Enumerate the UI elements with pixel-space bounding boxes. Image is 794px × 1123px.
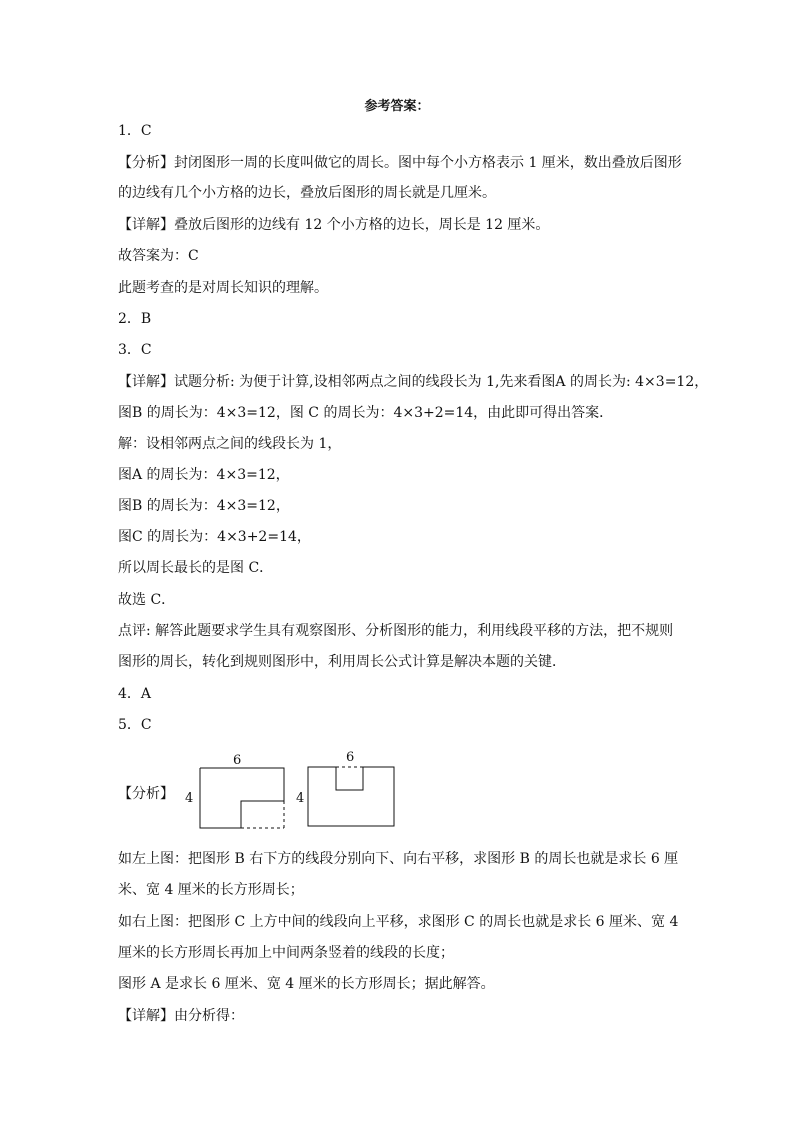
text-line: 解：设相邻两点之间的线段长为 1，: [118, 436, 342, 452]
text-line: 1．C: [118, 123, 152, 139]
text-line: 此题考查的是对周长知识的理解。: [118, 280, 328, 296]
rectangle-diagrams: [176, 748, 436, 833]
text-line: 图形的周长，转化到规则图形中，利用周长公式计算是解决本题的关键．: [118, 654, 566, 670]
left-shape: [185, 753, 284, 828]
text-line: 如左上图：把图形 B 右下方的线段分别向下、向右平移，求图形 B 的周长也就是求长 6 厘: [118, 851, 679, 867]
text-line: 【详解】叠放后图形的边线有 12 个小方格的边长，周长是 12 厘米。: [118, 217, 550, 233]
text-line: 所以周长最长的是图 C．: [118, 560, 274, 576]
text-line: 图形 A 是求长 6 厘米、宽 4 厘米的长方形周长；据此解答。: [118, 976, 495, 992]
text-line: 米、宽 4 厘米的长方形周长；: [118, 882, 304, 898]
text-line: 点评: 解答此题要求学生具有观察图形、分析图形的能力，利用线段平移的方法，把不规则: [118, 623, 674, 639]
text-line: 图B 的周长为：4×3=12，: [118, 498, 290, 514]
text-line: 如右上图：把图形 C 上方中间的线段向上平移，求图形 C 的周长也就是求长 6 厘米、宽 4: [118, 914, 679, 930]
text-line: 【分析】封闭图形一周的长度叫做它的周长。图中每个小方格表示 1 厘米，数出叠放后图形: [118, 155, 682, 171]
text-line: 图C 的周长为：4×3+2=14，: [118, 529, 311, 545]
text-line: 图A 的周长为：4×3=12，: [118, 467, 290, 483]
text-line: 故选 C．: [118, 592, 176, 608]
text-line: 4．A: [118, 686, 152, 702]
left-width-label: 6: [233, 753, 242, 768]
text-line: 【详解】由分析得：: [118, 1008, 244, 1024]
right-width-label: 6: [346, 750, 355, 765]
figure-label: 【分析】: [118, 786, 174, 802]
right-shape: [296, 750, 394, 826]
text-line: 2．B: [118, 311, 152, 327]
text-line: 图B 的周长为：4×3=12，图 C 的周长为：4×3+2=14，由此即可得出答案．: [118, 405, 614, 421]
text-line: 【详解】试题分析: 为便于计算,设相邻两点之间的线段长为 1,先来看图A 的周长为: 4×3=12，: [118, 374, 709, 390]
text-line: 的边线有几个小方格的边长，叠放后图形的周长就是几厘米。: [118, 185, 496, 201]
text-line: 5．C: [118, 717, 152, 733]
page-title: 参考答案：: [364, 99, 430, 114]
text-line: 故答案为：C: [118, 248, 199, 264]
left-height-label: 4: [185, 791, 194, 806]
text-line: 厘米的长方形周长再加上中间两条竖着的线段的长度；: [118, 945, 454, 961]
text-line: 3．C: [118, 342, 152, 358]
right-height-label: 4: [296, 791, 305, 806]
